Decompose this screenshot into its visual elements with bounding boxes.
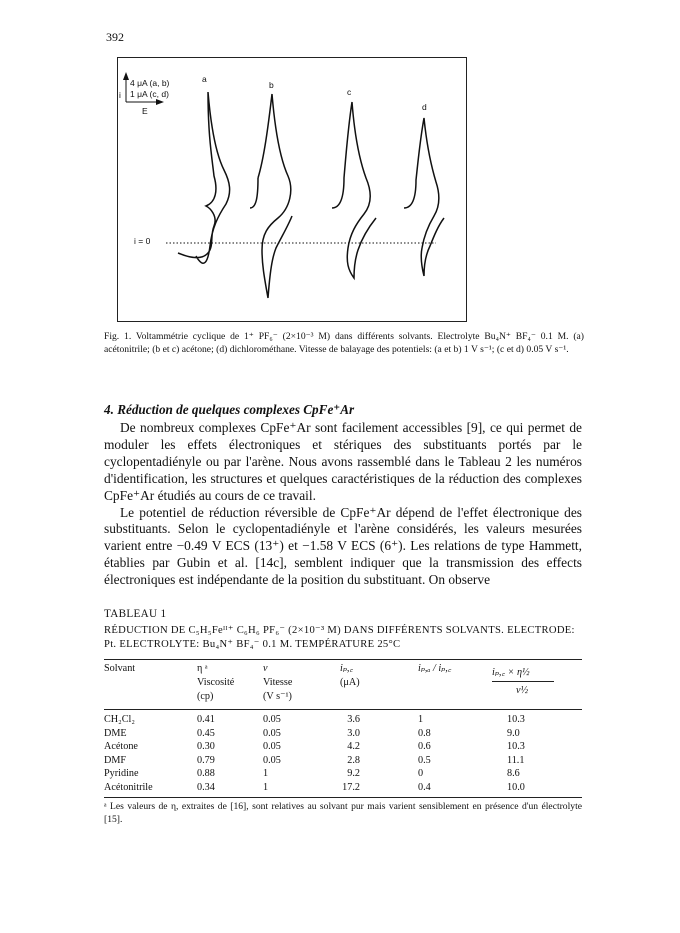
potential-axis-label: E xyxy=(142,106,148,116)
page-number: 392 xyxy=(106,30,124,44)
cell-ipc: 3.6 xyxy=(347,714,360,725)
cell-v: 0.05 xyxy=(263,714,281,725)
scale-label-ab: 4 μA (a, b) xyxy=(130,78,170,88)
fraction-bar xyxy=(492,681,554,682)
caption-lead: Fig. 1. xyxy=(104,331,132,342)
cell-solvant: Pyridine xyxy=(104,768,139,779)
curve-a xyxy=(178,92,230,263)
header-peak-ratio: iₚ,ₐ / iₚ,꜀ xyxy=(418,663,452,674)
current-arrowhead xyxy=(123,72,129,80)
paragraph-2: Le potentiel de réduction réversible de CpFe⁺Ar dépend de l'effet électronique des substituants. Selon le cyclopentadiényle et l'arène considérés, les valeurs mesurées varient entre −0.49 V ECS (13⁺) et −1.58 V ECS (6⁺). Les relations de type Hammett, établies par Gubin et al. [14c], semblent indiquer que la transmission des effects électroniques est indépendante de la position du substituant. On observe xyxy=(104,504,582,588)
zero-current-label: i = 0 xyxy=(134,236,151,246)
header-ipc-symbol: iₚ,꜀ xyxy=(340,663,353,674)
cell-norm: 9.0 xyxy=(507,727,520,739)
cell-ipc: 2.8 xyxy=(347,754,360,766)
body-text xyxy=(104,420,582,589)
cell-v: 0.05 xyxy=(263,741,281,752)
header-normalized-den: v½ xyxy=(516,685,529,696)
cell-v: 0.05 xyxy=(263,727,281,739)
cell-eta: 0.41 xyxy=(197,714,215,725)
cell-solvant: DME xyxy=(104,727,127,739)
cell-ipc: 9.2 xyxy=(347,768,360,779)
cell-ipc: 4.2 xyxy=(347,741,360,752)
header-ipc-unit: (μA) xyxy=(340,677,360,688)
curve-b-start xyxy=(250,178,258,208)
cell-solvant: CH₂Cl₂ xyxy=(104,714,135,725)
cell-solvant: Acétone xyxy=(104,741,138,752)
cell-eta: 0.30 xyxy=(197,741,215,752)
cell-ratio: 0.4 xyxy=(418,781,431,793)
header-v-symbol: v xyxy=(263,663,268,674)
table-header-rule xyxy=(104,709,582,710)
header-eta-unit: (cp) xyxy=(197,691,214,702)
section-heading: 4. Réduction de quelques complexes CpFe⁺Ar xyxy=(104,402,355,417)
header-eta-name: Viscosité xyxy=(197,677,235,688)
header-eta-symbol: η ᵃ xyxy=(197,663,208,674)
cell-eta: 0.45 xyxy=(197,727,215,739)
cell-ratio: 1 xyxy=(418,714,424,725)
voltammogram-figure xyxy=(117,57,467,322)
table-top-rule xyxy=(104,659,582,660)
cell-ratio: 0.6 xyxy=(418,741,431,752)
caption-text: Voltammétrie cyclique de 1⁺ PF₆⁻ (2×10⁻³ M) dans différents solvants. Electrolyte Bu₄N⁺ BF₄⁻ 0.1 M. (a) acétonitrile; (b et c) acétone; (d) dichlorométhane. Vitesse de balayage des potentiels: (a et b) 1 V s⁻¹; (c et d) 0.05 V s⁻¹. xyxy=(104,331,584,355)
cell-ratio: 0.8 xyxy=(418,727,431,739)
curve-label-d: d xyxy=(422,102,427,112)
cell-norm: 10.3 xyxy=(507,741,525,752)
current-axis-label: i xyxy=(119,90,121,100)
cell-solvant: DMF xyxy=(104,754,127,766)
curve-label-b: b xyxy=(269,80,274,90)
header-solvant: Solvant xyxy=(104,663,136,674)
cell-ratio: 0 xyxy=(418,768,424,779)
cell-eta: 0.88 xyxy=(197,768,215,779)
cell-v: 1 xyxy=(263,781,269,793)
header-v-unit: (V s⁻¹) xyxy=(263,691,292,702)
cell-norm: 8.6 xyxy=(507,768,520,779)
cell-ratio: 0.5 xyxy=(418,754,431,766)
scale-label-cd: 1 μA (c, d) xyxy=(130,89,169,99)
cell-solvant: Acétonitrile xyxy=(104,781,153,793)
cell-norm: 11.1 xyxy=(507,754,525,766)
curve-c xyxy=(332,102,376,278)
cell-ipc: 3.0 xyxy=(347,727,360,739)
figure-caption xyxy=(104,331,584,356)
voltammogram-plot xyxy=(118,58,468,323)
table-title: RÉDUCTION DE C₅H₅Feᴵᴵ⁺ C₆H₆ PF₆⁻ (2×10⁻³ M) DANS DIFFÉRENTS SOLVANTS. ELECTRODE: Pt. ELECTROLYTE: Bu₄N⁺ BF₄⁻ 0.1 M. TEMPÉRATURE 25°C xyxy=(104,625,575,650)
curve-label-c: c xyxy=(347,87,352,97)
cell-ipc: 17.2 xyxy=(342,781,360,793)
table-footnote: ᵃ Les valeurs de η, extraites de [16], sont relatives au solvant pur mais varient sensiblement en présence d'un électrolyte [15]. xyxy=(104,801,582,825)
table-bottom-rule xyxy=(104,797,582,798)
paragraph-1: De nombreux complexes CpFe⁺Ar sont facilement accessibles [9], ce qui permet de moduler les effets électroniques et stériques des substituants portés par le cyclopentadiényle ou par l'arène. Nous avons rassemblé dans le Tableau 2 les numéros d'identification, les structures et quelques caractéristiques de la réduction des complexes CpFe⁺Ar étudiés au cours de ce travail. xyxy=(104,420,582,503)
table-label: TABLEAU 1 xyxy=(104,608,167,620)
curve-d xyxy=(404,118,444,276)
cell-v: 0.05 xyxy=(263,754,281,766)
cell-eta: 0.34 xyxy=(197,781,215,793)
header-normalized-num: iₚ,꜀ × η½ xyxy=(492,667,530,678)
curve-b xyxy=(258,94,292,298)
curve-label-a: a xyxy=(202,74,207,84)
cell-eta: 0.79 xyxy=(197,754,215,766)
cell-norm: 10.3 xyxy=(507,714,525,725)
cell-v: 1 xyxy=(263,768,269,779)
header-v-name: Vitesse xyxy=(263,677,293,688)
cell-norm: 10.0 xyxy=(507,781,525,793)
